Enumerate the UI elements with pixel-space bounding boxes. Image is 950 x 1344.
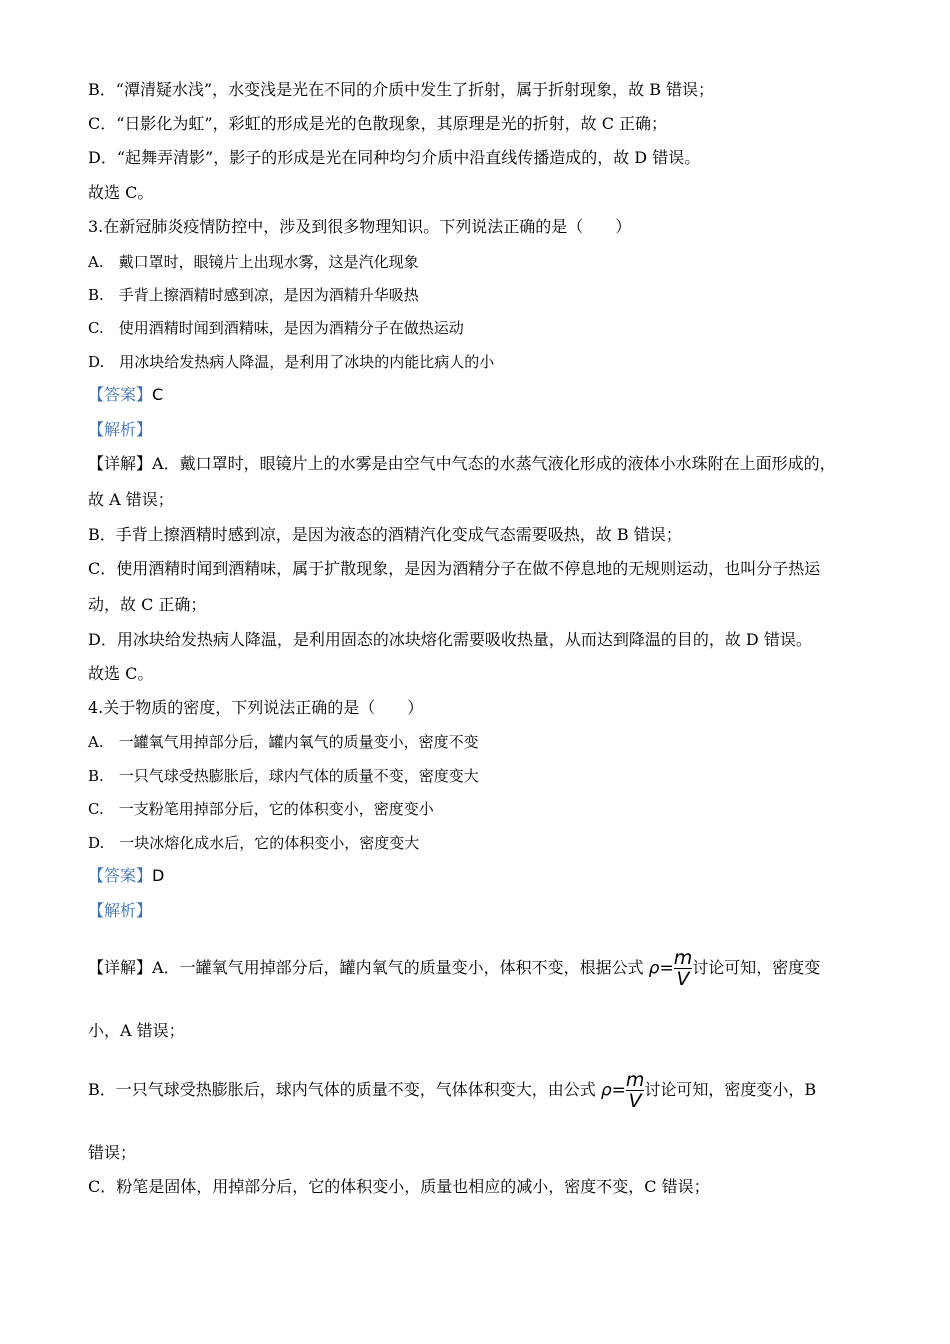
q3-detail-c2: 动，故 C 正确；	[88, 595, 207, 614]
formula-denominator: V	[676, 968, 690, 991]
formula-equals: =	[659, 958, 674, 979]
prev-explain-b: B．“潭清疑水浅”，水变浅是光在不同的介质中发生了折射，属于折射现象，故 B 错误；	[88, 80, 715, 99]
answer-value: D	[152, 866, 165, 885]
answer-tag: 【答案】	[88, 385, 153, 404]
density-formula	[649, 946, 693, 991]
detail-text-post: 讨论可知，密度变小，B	[644, 1080, 817, 1099]
density-formula	[601, 1068, 645, 1113]
q4-detail-a2: 小，A 错误；	[88, 1021, 185, 1040]
q4-option-b: B. 一只气球受热膨胀后，球内气体的质量不变，密度变大	[88, 767, 479, 785]
q4-option-a: A. 一罐氧气用掉部分后，罐内氧气的质量变小，密度不变	[88, 733, 479, 751]
q4-detail-a1	[88, 946, 820, 991]
q3-answer	[88, 384, 163, 406]
q3-option-a: A. 戴口罩时，眼镜片上出现水雾，这是汽化现象	[88, 253, 419, 271]
detail-text: A．一罐氧气用掉部分后，罐内氧气的质量变小，体积不变，根据公式	[152, 958, 644, 977]
analysis-tag: 【解析】	[88, 420, 153, 439]
q4-option-d: D. 一块冰熔化成水后，它的体积变小，密度变大	[88, 834, 420, 852]
formula-numerator: m	[673, 947, 693, 970]
q3-detail-c1: C．使用酒精时闻到酒精味，属于扩散现象，是因为酒精分子在做不停息地的无规则运动，也叫分子热运	[88, 559, 821, 578]
analysis-tag: 【解析】	[88, 901, 153, 920]
q3-detail-d: D．用冰块给发热病人降温，是利用固态的冰块熔化需要吸收热量，从而达到降温的目的，故 D 错误。	[88, 630, 812, 649]
detail-tag: 【详解】	[88, 958, 153, 977]
detail-text: B．一只气球受热膨胀后，球内气体的质量不变，气体体积变大，由公式	[88, 1080, 596, 1099]
detail-text-post: 讨论可知，密度变	[692, 958, 821, 977]
formula-rho: ρ	[648, 958, 660, 979]
detail-tag: 【详解】	[88, 454, 153, 473]
q4-detail-c: C．粉笔是固体，用掉部分后，它的体积变小，质量也相应的减小，密度不变，C 错误；	[88, 1177, 710, 1196]
q3-choose: 故选 C。	[88, 664, 154, 683]
prev-explain-c: C．“日影化为虹”，彩虹的形成是光的色散现象，其原理是光的折射，故 C 正确；	[88, 114, 668, 133]
q3-detail-a1	[88, 453, 836, 475]
q4-detail-b2: 错误；	[88, 1143, 137, 1162]
q3-option-b: B. 手背上擦酒精时感到凉，是因为酒精升华吸热	[88, 286, 419, 304]
formula-rho: ρ	[600, 1080, 612, 1101]
q4-answer	[88, 865, 164, 887]
prev-choose: 故选 C。	[88, 183, 154, 202]
q4-stem: 4.关于物质的密度，下列说法正确的是（ ）	[88, 698, 424, 717]
q3-option-d: D. 用冰块给发热病人降温，是利用了冰块的内能比病人的小	[88, 353, 495, 371]
formula-numerator: m	[625, 1069, 645, 1092]
prev-explain-d: D．“起舞弄清影”，影子的形成是光在同种均匀介质中沿直线传播造成的，故 D 错误。	[88, 148, 701, 167]
formula-equals: =	[611, 1080, 626, 1101]
q4-option-c: C. 一支粉笔用掉部分后，它的体积变小，密度变小	[88, 800, 434, 818]
q3-option-c: C. 使用酒精时闻到酒精味，是因为酒精分子在做热运动	[88, 319, 464, 337]
q3-stem: 3.在新冠肺炎疫情防控中，涉及到很多物理知识。下列说法正确的是（ ）	[88, 217, 632, 236]
q3-detail-a2: 故 A 错误；	[88, 490, 174, 509]
detail-text: A．戴口罩时，眼镜片上的水雾是由空气中气态的水蒸气液化形成的液体小水珠附在上面形成的，	[152, 454, 836, 473]
q3-analysis-tag	[88, 419, 152, 441]
answer-tag: 【答案】	[88, 866, 153, 885]
formula-denominator: V	[628, 1090, 642, 1113]
q4-detail-b1	[88, 1068, 816, 1113]
q4-analysis-tag	[88, 900, 152, 922]
answer-value: C	[152, 385, 164, 404]
q3-detail-b: B．手背上擦酒精时感到凉，是因为液态的酒精汽化变成气态需要吸热，故 B 错误；	[88, 525, 682, 544]
